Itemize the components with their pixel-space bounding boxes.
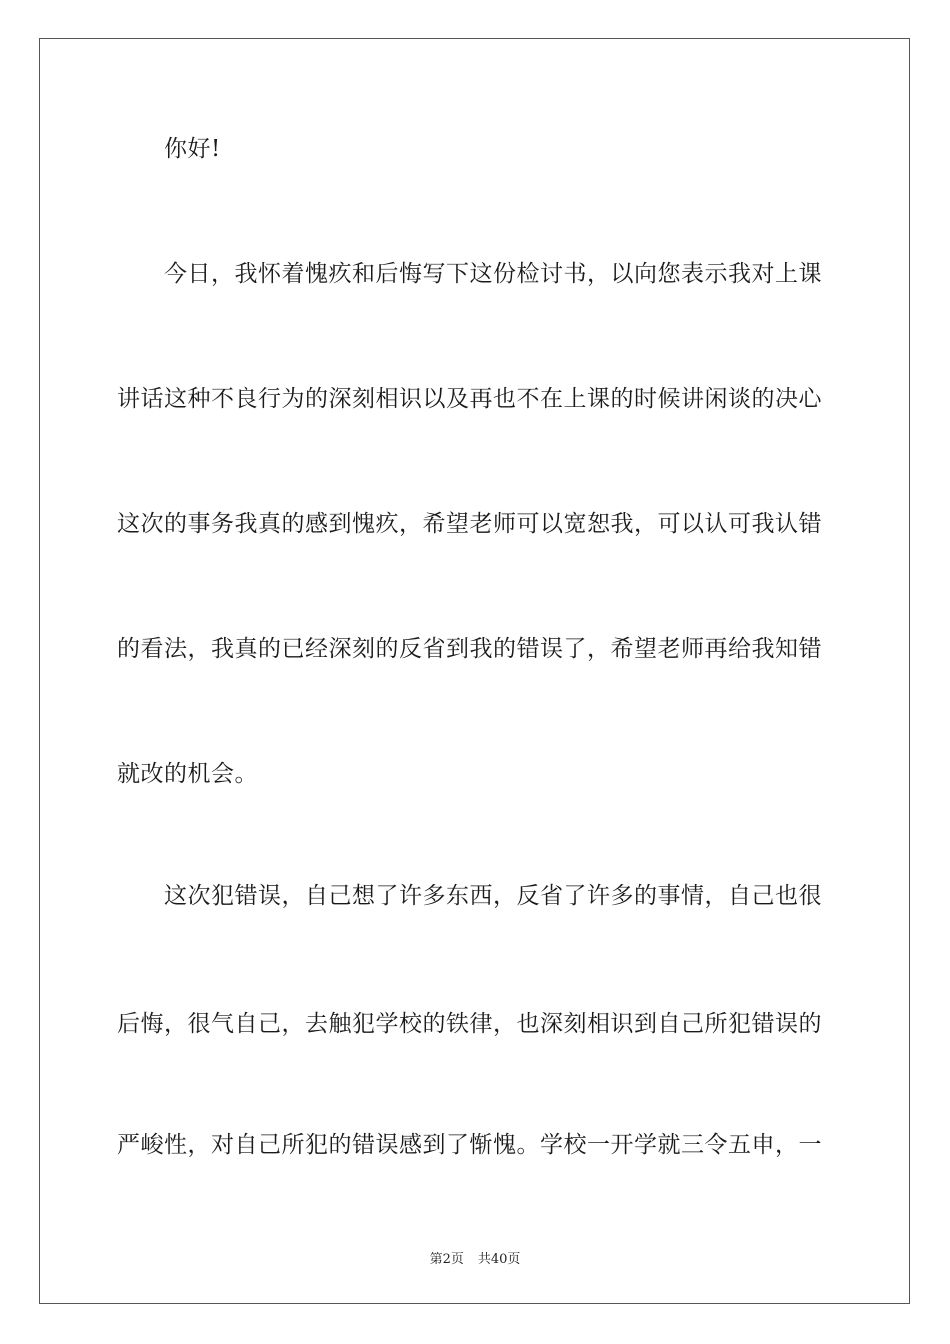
paragraph-line: 的看法，我真的已经深刻的反省到我的错误了，希望老师再给我知错 — [117, 636, 822, 662]
paragraph-line: 讲话这种不良行为的深刻相识以及再也不在上课的时候讲闲谈的决心 — [117, 386, 822, 412]
total-pages: 共40页 — [477, 1252, 521, 1267]
paragraph-line: 严峻性，对自己所犯的错误感到了惭愧。学校一开学就三令五申，一 — [117, 1132, 822, 1158]
paragraph-line: 就改的机会。 — [117, 761, 258, 787]
paragraph-line: 这次的事务我真的感到愧疚，希望老师可以宽恕我，可以认可我认错 — [117, 511, 822, 537]
paragraph-line: 这次犯错误，自己想了许多东西，反省了许多的事情，自己也很 — [164, 883, 822, 909]
page-border — [39, 38, 910, 1304]
paragraph-line: 今日，我怀着愧疚和后悔写下这份检讨书，以向您表示我对上课 — [164, 261, 822, 287]
page-footer — [0, 1248, 950, 1267]
paragraph-line: 后悔，很气自己，去触犯学校的铁律，也深刻相识到自己所犯错误的 — [117, 1011, 822, 1037]
page-number: 第2页 — [429, 1252, 464, 1267]
greeting-line: 你好! — [164, 136, 221, 162]
